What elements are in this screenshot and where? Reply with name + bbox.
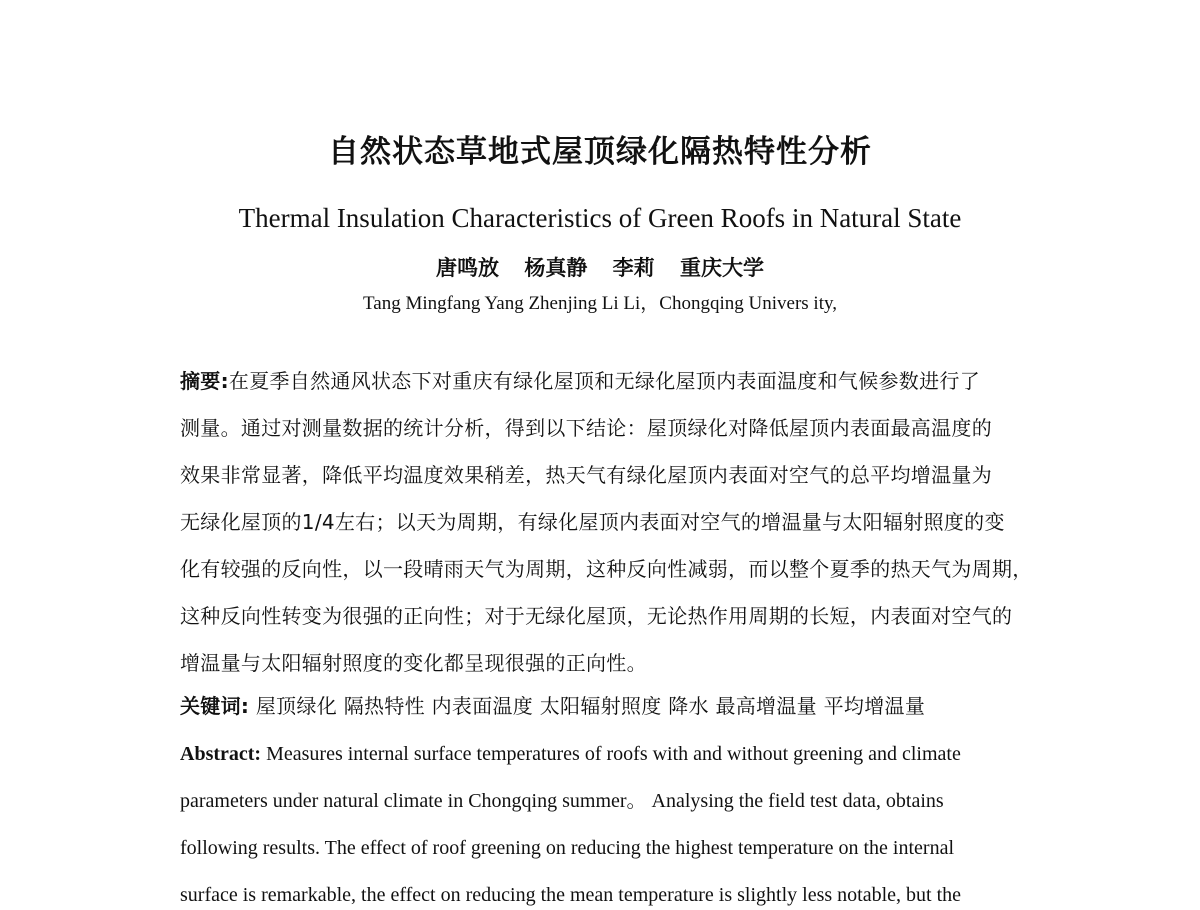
abstract-cn-line: 化有较强的反向性，以一段晴雨天气为周期，这种反向性减弱，而以整个夏季的热天气为周期， xyxy=(180,557,1033,581)
authors-english: Tang Mingfang Yang Zhenjing Li Li，Chongqing Univers ity, xyxy=(363,293,837,314)
keywords-text: 屋顶绿化 隔热特性 内表面温度 太阳辐射照度 降水 最高增温量 平均增温量 xyxy=(255,694,926,718)
abstract-cn-label: 摘要: xyxy=(180,369,229,393)
abstract-en-line: following results. The effect of roof greening on reducing the highest temperature on the internal xyxy=(180,837,955,859)
abstract-en-line: parameters under natural climate in Chongqing summer。 Analysing the field test data, obtains xyxy=(180,790,944,812)
keywords-label: 关键词: xyxy=(180,694,250,718)
paper-title-english: Thermal Insulation Characteristics of Green Roofs in Natural State xyxy=(238,203,962,233)
keywords-line xyxy=(180,691,925,721)
abstract-en-line: Abstract: Measures internal surface temperatures of roofs with and without greening and climate xyxy=(180,743,961,765)
abstract-cn-line: 摘要:在夏季自然通风状态下对重庆有绿化屋顶和无绿化屋顶内表面温度和气候参数进行了 xyxy=(180,369,981,393)
abstract-cn-line: 无绿化屋顶的1/4左右；以天为周期，有绿化屋顶内表面对空气的增温量与太阳辐射照度的变 xyxy=(180,510,1005,534)
abstract-en-label: Abstract: xyxy=(180,743,262,765)
abstract-cn-line: 测量。通过对测量数据的统计分析，得到以下结论：屋顶绿化对降低屋顶内表面最高温度的 xyxy=(180,416,992,440)
abstract-en-line: surface is remarkable, the effect on reducing the mean temperature is slightly less notable, but the xyxy=(180,884,962,906)
abstract-cn-line: 增温量与太阳辐射照度的变化都呈现很强的正向性。 xyxy=(180,651,647,675)
paper-title-chinese: 自然状态草地式屋顶绿化隔热特性分析 xyxy=(328,134,872,170)
abstract-cn-line: 效果非常显著，降低平均温度效果稍差，热天气有绿化屋顶内表面对空气的总平均增温量为 xyxy=(180,463,992,487)
abstract-cn-line: 这种反向性转变为很强的正向性；对于无绿化屋顶，无论热作用周期的长短，内表面对空气的 xyxy=(180,604,1013,628)
authors-chinese: 唐鸣放 杨真静 李莉 重庆大学 xyxy=(436,256,764,280)
